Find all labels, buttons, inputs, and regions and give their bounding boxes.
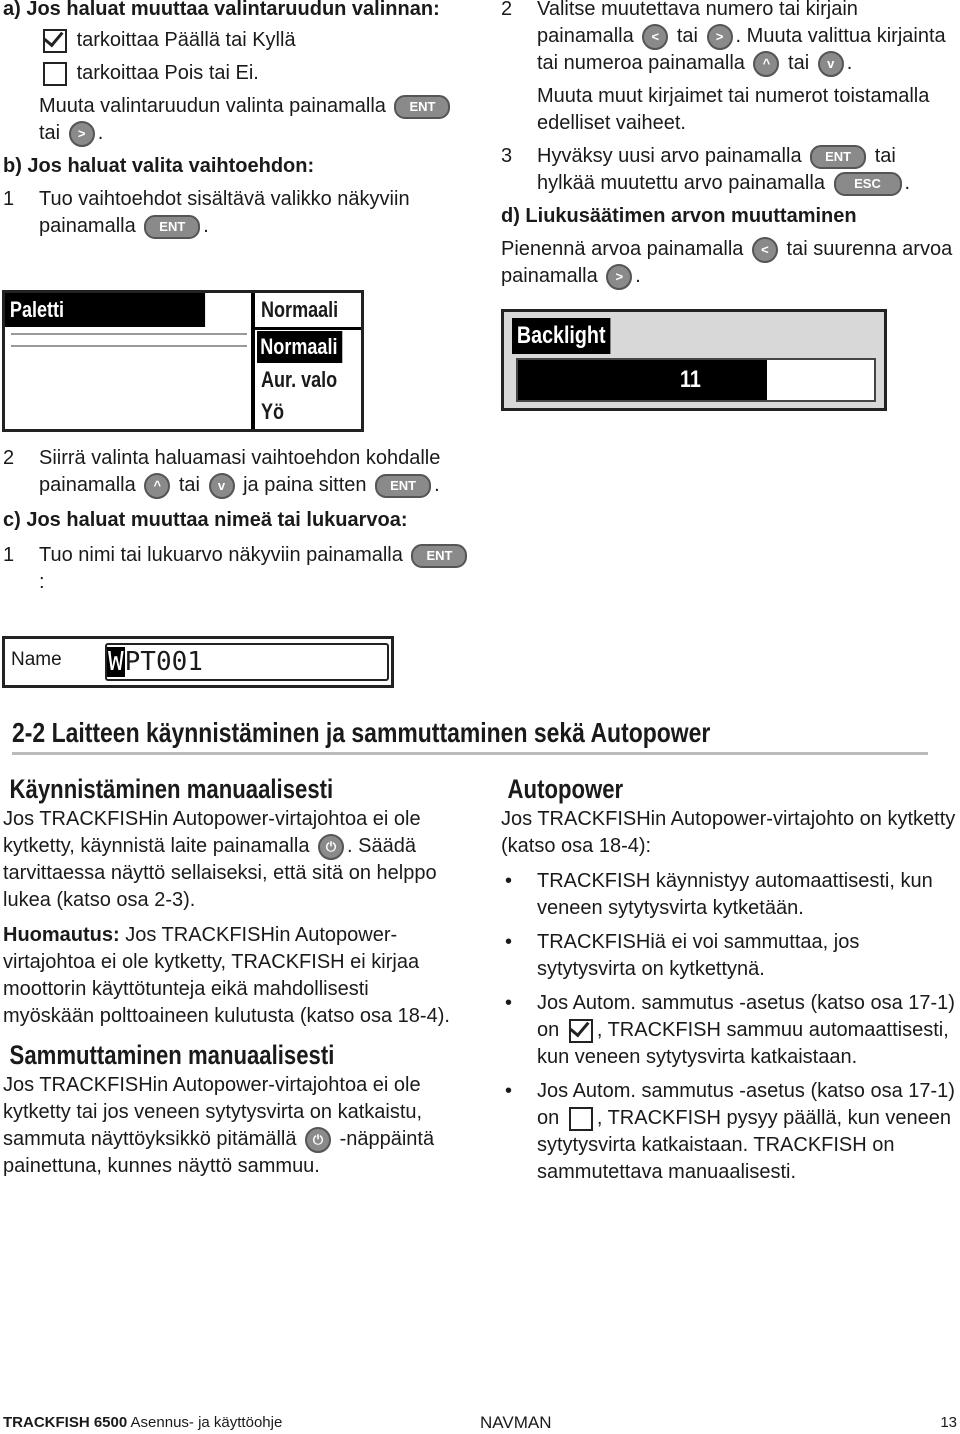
text: Jos Autom. sammutus -asetus (katso osa 17-1) on <box>537 1080 955 1129</box>
end-dot: . <box>97 122 104 144</box>
slider-label: Backlight <box>512 318 610 354</box>
text: Jos Autom. sammutus -asetus (katso osa 17-1) on <box>537 992 955 1041</box>
text: , TRACKFISH pysyy päällä, kun veneen sytytysvirta katkaistaan. TRACKFISH on sammutettava manuaalisesti. <box>537 1107 952 1183</box>
menu-divider <box>251 293 255 429</box>
end-dot: . <box>846 52 853 74</box>
section-c-step2 <box>501 0 957 77</box>
tai-word: tai <box>178 474 200 496</box>
menu-option[interactable]: Aur. valo <box>261 367 338 392</box>
d-text: Pienennä arvoa painamalla <box>501 238 744 260</box>
right-column-bottom <box>501 772 957 1193</box>
colon: : <box>39 571 45 593</box>
section-b-heading: b) Jos haluat valita vaihtoehdon: <box>3 155 315 177</box>
end-dot: . <box>904 172 911 194</box>
checkbox-unchecked-icon <box>43 62 67 86</box>
down-key-icon: v <box>818 51 844 77</box>
slider-fill <box>518 360 767 400</box>
unchecked-text: tarkoittaa Pois tai Ei. <box>76 62 259 84</box>
manual-stop-heading: Sammuttaminen manuaalisesti <box>9 1040 335 1070</box>
list-item <box>501 990 957 1071</box>
manual-stop-text <box>3 1072 465 1180</box>
left-column-bottom <box>3 772 465 1180</box>
right-key-icon: > <box>606 264 632 290</box>
end-dot: . <box>434 474 440 496</box>
end-dot: . <box>635 265 641 287</box>
note-label: Huomautus: <box>3 924 120 946</box>
left-column-mid <box>3 445 473 596</box>
ent-key-icon: ENT <box>375 474 431 498</box>
text: Jos TRACKFISHin Autopower-virtajohtoa ei ole kytketty tai jos veneen sytytysvirta on katkaistu, sammuta näyttöyksikkö pitämällä <box>3 1074 423 1150</box>
step-text: Hyväksy uusi arvo painamalla <box>537 145 802 167</box>
name-input[interactable] <box>105 643 389 681</box>
change-checkbox-text <box>3 93 473 147</box>
tai-word: tai <box>39 122 61 144</box>
step-number: 3 <box>501 145 513 167</box>
up-key-icon: ^ <box>144 473 170 499</box>
down-key-icon: v <box>209 473 235 499</box>
tai-word: tai <box>788 52 810 74</box>
ent-key-icon: ENT <box>394 95 450 119</box>
backlight-slider-screenshot <box>501 309 887 411</box>
text: Jos TRACKFISHin Autopower-virtajohtoa ei ole kytketty, käynnistä laite painamalla <box>3 808 421 857</box>
esc-key-icon: ESC <box>834 172 902 196</box>
list-item: • TRACKFISH käynnistyy automaattisesti, kun veneen sytytysvirta kytketään. <box>501 868 957 922</box>
list-item: • TRACKFISHiä ei voi sammuttaa, jos sytytysvirta on kytkettynä. <box>501 929 957 983</box>
note-body: Jos TRACKFISHin Autopower-virtajohtoa ei ole kytketty, TRACKFISH ei kirjaa moottorin käyttötunteja eikä mahdollisesti myöskään polttoaineen kulutusta (katso osa 18-4). <box>3 924 450 1027</box>
section-title-block <box>12 716 928 755</box>
footer-product: TRACKFISH 6500 <box>3 1414 128 1431</box>
checkbox-unchecked-icon <box>569 1107 593 1131</box>
manual-start-heading: Käynnistäminen manuaalisesti <box>9 774 334 804</box>
unchecked-line <box>3 60 473 87</box>
tai-word: tai <box>874 145 896 167</box>
name-rest: PT001 <box>124 647 203 677</box>
right-key-icon: > <box>69 121 95 147</box>
step-text: hylkää muutettu arvo painamalla <box>537 172 825 194</box>
list-item <box>501 1078 957 1186</box>
section-c-heading: c) Jos haluat muuttaa nimeä tai lukuarvoa: <box>3 509 408 531</box>
step-text: Tuo vaihtoehdot sisältävä valikko näkyviin painamalla <box>39 188 410 237</box>
slider-track[interactable] <box>516 358 876 402</box>
menu-line <box>11 333 247 335</box>
d-text: tai suurenna arvoa painamalla <box>501 238 953 287</box>
right-column-top <box>501 0 957 290</box>
text: , TRACKFISH sammuu automaattisesti, kun veneen sytytysvirta katkaistaan. <box>537 1019 949 1068</box>
step-text: Valitse muutettava numero tai kirjain painamalla <box>537 0 858 47</box>
menu-title: Paletti <box>5 293 205 327</box>
text: -näppäintä painettuna, kunnes näyttö sammuu. <box>3 1128 435 1177</box>
name-label: Name <box>11 649 62 670</box>
step-text: ja paina sitten <box>243 474 367 496</box>
menu-line <box>11 345 247 347</box>
autopower-intro: Jos TRACKFISHin Autopower-virtajohto on kytketty (katso osa 18-4): <box>501 808 956 857</box>
ent-key-icon: ENT <box>810 145 866 169</box>
section-title: 2-2 Laitteen käynnistäminen ja sammuttaminen sekä Autopower <box>12 717 711 748</box>
footer-doc: Asennus- ja käyttöohje <box>130 1414 283 1431</box>
left-key-icon: < <box>642 24 668 50</box>
tai-word: tai <box>676 25 698 47</box>
section-d-text <box>501 236 957 290</box>
footer <box>3 1412 957 1434</box>
checked-line <box>3 27 473 54</box>
left-key-icon: < <box>752 237 778 263</box>
step-number: 1 <box>3 188 15 210</box>
autopower-list <box>501 868 957 1186</box>
change-pre: Muuta valintaruudun valinta painamalla <box>39 95 386 117</box>
text: . Säädä tarvittaessa näyttö sellaiseksi, että sitä on helppo lukea (katso osa 2-3). <box>3 835 437 911</box>
menu-current-value: Normaali <box>261 297 339 322</box>
footer-page-number: 13 <box>940 1414 957 1431</box>
right-key-icon: > <box>707 24 733 50</box>
section-b-step1 <box>3 186 473 240</box>
up-key-icon: ^ <box>753 51 779 77</box>
footer-brand: NAVMAN <box>480 1413 552 1432</box>
manual-start-text <box>3 806 465 914</box>
section-c-step1 <box>3 542 473 596</box>
end-dot: . <box>203 215 209 237</box>
step-text: Siirrä valinta haluamasi vaihtoehdon kohdalle painamalla <box>39 447 441 496</box>
section-c-step2-cont: Muuta muut kirjaimet tai numerot toistamalla edelliset vaiheet. <box>537 85 930 134</box>
ent-key-icon: ENT <box>411 544 467 568</box>
checkbox-checked-icon <box>43 29 67 53</box>
note-text <box>3 922 465 1030</box>
name-cursor-char: W <box>108 647 124 677</box>
ent-key-icon: ENT <box>144 215 200 239</box>
name-field-screenshot <box>2 636 394 688</box>
menu-option-selected[interactable]: Normaali <box>257 331 342 363</box>
step-text: . Muuta valittua kirjainta tai numeroa painamalla <box>537 25 946 74</box>
power-key-icon: ⏻ <box>305 1127 331 1153</box>
checked-text: tarkoittaa Päällä tai Kyllä <box>76 29 296 51</box>
step-number: 2 <box>3 447 15 469</box>
step-text: Tuo nimi tai lukuarvo näkyviin painamalla <box>39 544 403 566</box>
palette-menu-screenshot <box>2 290 364 432</box>
left-column-top <box>3 0 473 240</box>
section-a-heading: a) Jos haluat muuttaa valintaruudun valinnan: <box>3 0 440 20</box>
autopower-heading: Autopower <box>507 774 624 804</box>
power-key-icon: ⏻ <box>318 834 344 860</box>
section-c-step3 <box>501 143 957 197</box>
section-d-heading: d) Liukusäätimen arvon muuttaminen <box>501 205 857 227</box>
checkbox-checked-icon <box>569 1019 593 1043</box>
step-number: 1 <box>3 544 15 566</box>
section-b-step2 <box>3 445 473 499</box>
slider-value: 11 <box>680 366 701 393</box>
menu-option[interactable]: Yö <box>261 399 285 424</box>
menu-divider-h <box>255 327 361 330</box>
step-number: 2 <box>501 0 513 20</box>
